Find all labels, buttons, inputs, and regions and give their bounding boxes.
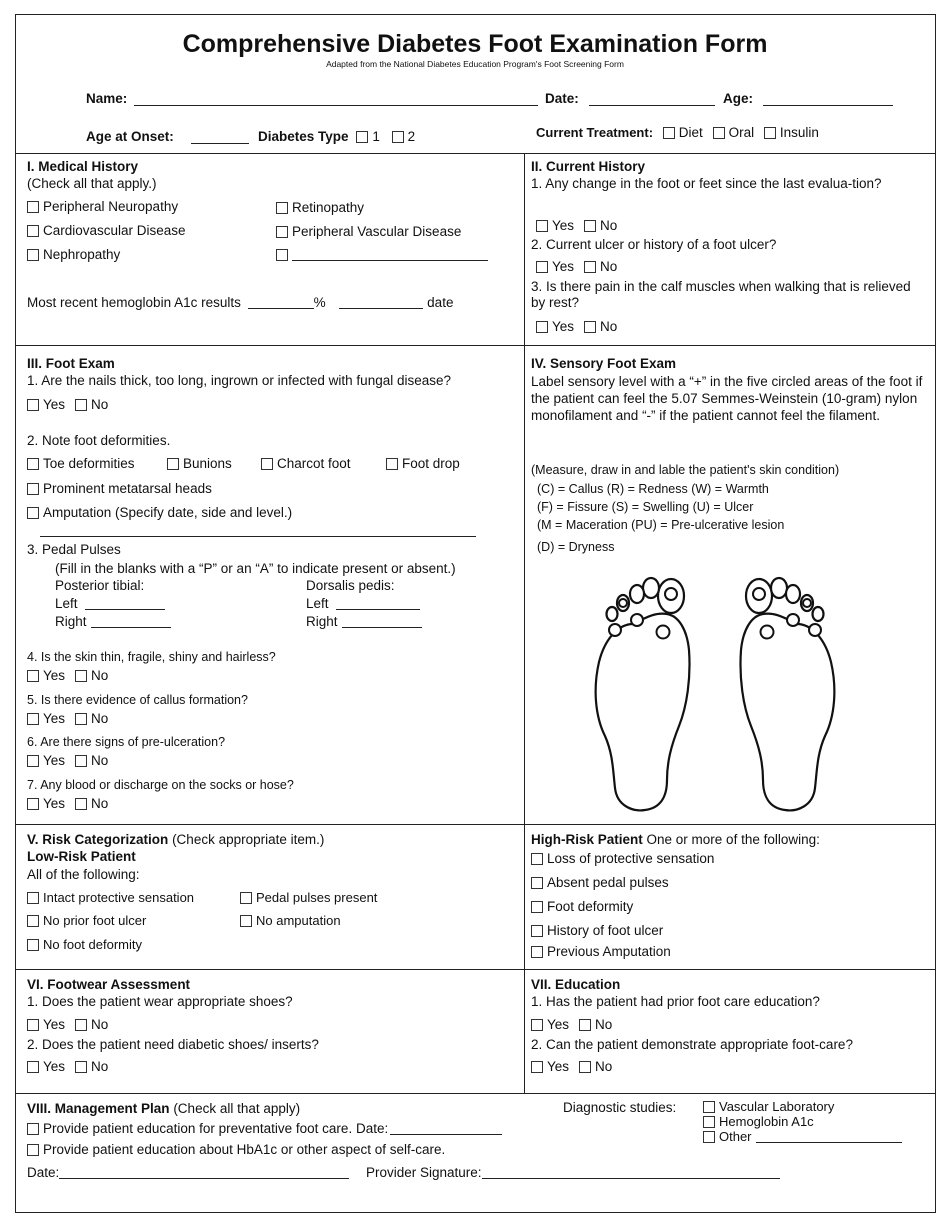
foot-q1-yes-checkbox[interactable] [27, 399, 39, 411]
foot-q5-no-checkbox[interactable] [75, 713, 87, 725]
intact-sensation-checkbox[interactable] [27, 892, 39, 904]
vascular-lab-checkbox[interactable] [703, 1101, 715, 1113]
left-toe-3 [630, 585, 644, 603]
foot-q6-no-checkbox[interactable] [75, 755, 87, 767]
medical-history-title: I. Medical History [27, 159, 139, 174]
no-label: No [91, 668, 109, 683]
sensory-instruction: Label sensory level with a “+” in the five circled areas of the foot if the patient can feel the 5.07 Semmes-Weinstein (10-gram) nylon monofilament and “-” if the patient cannot feel the filament. [531, 374, 923, 423]
metatarsal-label: Prominent metatarsal heads [43, 481, 212, 496]
right-sensory-circle [753, 588, 765, 600]
date-label: Date: [545, 91, 579, 106]
foot-q6-yes-checkbox[interactable] [27, 755, 39, 767]
legend-line: (F) = Fissure (S) = Swelling (U) = Ulcer [537, 500, 754, 514]
type1-label: 1 [372, 129, 380, 144]
legend-line: (D) = Dryness [537, 540, 615, 554]
current-history-title: II. Current History [531, 159, 646, 174]
yes-label: Yes [43, 796, 66, 811]
footwear-q1-yes-checkbox[interactable] [27, 1019, 39, 1031]
pulses-present-checkbox[interactable] [240, 892, 252, 904]
no-label: No [91, 1059, 109, 1074]
no-amputation-label: No amputation [256, 913, 341, 928]
name-label: Name: [86, 91, 128, 106]
toe-deformities-label: Toe deformities [43, 456, 135, 471]
nephropathy-label: Nephropathy [43, 247, 121, 262]
foot-drop-label: Foot drop [402, 456, 460, 471]
foot-q1: 1. Are the nails thick, too long, ingrown or infected with fungal disease? [27, 373, 452, 388]
pulses-instruction: (Fill in the blanks with a “P” or an “A” to indicate present or absent.) [55, 561, 456, 576]
high-risk-note: One or more of the following: [646, 832, 820, 847]
no-amputation-checkbox[interactable] [240, 915, 252, 927]
right-toe-3 [786, 585, 800, 603]
foot-q5: 5. Is there evidence of callus formation? [27, 693, 248, 707]
peripheral-neuropathy-label: Peripheral Neuropathy [43, 199, 179, 214]
risk-title: V. Risk Categorization [27, 832, 169, 847]
other-history-checkbox[interactable] [276, 249, 288, 261]
previous-amputation-label: Previous Amputation [547, 944, 671, 959]
nephropathy-checkbox[interactable] [27, 249, 39, 261]
treatment-label: Current Treatment: [536, 125, 654, 140]
other-history-field[interactable] [292, 248, 488, 261]
right-sensory-circle [787, 614, 799, 626]
right-toe-2 [771, 578, 787, 598]
vascular-lab-label: Vascular Laboratory [719, 1099, 835, 1114]
cardiovascular-label: Cardiovascular Disease [43, 223, 186, 238]
left-toe-2 [643, 578, 659, 598]
amputation-detail-field[interactable] [40, 524, 476, 537]
footwear-q1-no-checkbox[interactable] [75, 1019, 87, 1031]
no-prior-ulcer-checkbox[interactable] [27, 915, 39, 927]
a1c-percent-field[interactable] [248, 296, 314, 309]
type1-checkbox[interactable] [356, 131, 368, 143]
signature-label: Provider Signature: [366, 1165, 482, 1180]
no-deformity-checkbox[interactable] [27, 939, 39, 951]
foot-q7-no-checkbox[interactable] [75, 798, 87, 810]
sensory-title: IV. Sensory Foot Exam [531, 356, 677, 371]
divider [15, 153, 936, 154]
amputation-label: Amputation (Specify date, side and level.) [43, 505, 293, 520]
insulin-label: Insulin [779, 125, 819, 140]
divider [15, 345, 936, 346]
yes-label: Yes [43, 711, 66, 726]
plan-date-field[interactable] [59, 1166, 349, 1179]
foot-deformity-checkbox[interactable] [531, 901, 543, 913]
low-risk-title: Low-Risk Patient [27, 849, 136, 864]
management-title: VIII. Management Plan [27, 1101, 170, 1116]
no-label: No [91, 397, 109, 412]
type2-label: 2 [407, 129, 416, 144]
metatarsal-checkbox[interactable] [27, 483, 39, 495]
left-foot-outline [596, 614, 690, 811]
other-diagnostic-checkbox[interactable] [703, 1131, 715, 1143]
oral-label: Oral [728, 125, 755, 140]
education-q2: 2. Can the patient demonstrate appropriate foot-care? [531, 1037, 853, 1052]
no-label: No [600, 218, 618, 233]
left-sensory-circle [631, 614, 643, 626]
no-deformity-label: No foot deformity [43, 937, 142, 952]
preventative-date-field[interactable] [390, 1122, 502, 1135]
no-label: No [600, 319, 618, 334]
divider [15, 824, 936, 825]
peripheral-neuropathy-checkbox[interactable] [27, 201, 39, 213]
posterior-tibial-label: Posterior tibial: [55, 578, 145, 593]
no-prior-ulcer-label: No prior foot ulcer [43, 913, 147, 928]
ulcer-history-checkbox[interactable] [531, 925, 543, 937]
no-label: No [91, 753, 109, 768]
onset-field[interactable] [191, 129, 249, 144]
risk-note: (Check appropriate item.) [172, 832, 325, 847]
yes-label: Yes [552, 319, 575, 334]
absent-pulses-checkbox[interactable] [531, 877, 543, 889]
cardiovascular-checkbox[interactable] [27, 225, 39, 237]
foot-q7: 7. Any blood or discharge on the socks or hose? [27, 778, 294, 792]
skin-measure-note: (Measure, draw in and lable the patient's skin condition) [531, 463, 840, 477]
preventative-education-checkbox[interactable] [27, 1123, 39, 1135]
preventative-education-label: Provide patient education for preventative foot care. Date: [43, 1121, 389, 1136]
foot-q4-yes-checkbox[interactable] [27, 670, 39, 682]
footwear-title: VI. Footwear Assessment [27, 977, 191, 992]
a1c-percent-sign: % [313, 295, 326, 310]
left-sensory-circle [619, 599, 627, 607]
oral-checkbox[interactable] [713, 127, 725, 139]
yes-label: Yes [43, 668, 66, 683]
right-toe-5 [813, 607, 824, 621]
footwear-q1: 1. Does the patient wear appropriate shoes? [27, 994, 293, 1009]
no-label: No [91, 796, 109, 811]
plan-date-label: Date: [27, 1165, 60, 1180]
toe-deformities-checkbox[interactable] [27, 458, 39, 470]
education-q2-no-checkbox[interactable] [579, 1061, 591, 1073]
right-label: Right [306, 614, 338, 629]
form-subtitle: Adapted from the National Diabetes Education Program's Foot Screening Form [326, 59, 624, 69]
right-sensory-circle [809, 624, 821, 636]
hba1c-education-checkbox[interactable] [27, 1144, 39, 1156]
no-label: No [595, 1017, 613, 1032]
right-foot-outline [740, 614, 834, 811]
a1c-row [27, 295, 453, 310]
left-sensory-circle [665, 588, 677, 600]
foot-diagram [575, 566, 855, 816]
current-q1-no-checkbox[interactable] [584, 220, 596, 232]
current-q3: 3. Is there pain in the calf muscles when walking that is relieved by rest? [531, 279, 911, 310]
no-label: No [91, 1017, 109, 1032]
current-q2-no-checkbox[interactable] [584, 261, 596, 273]
no-label: No [91, 711, 109, 726]
a1c-date-label: date [427, 295, 454, 310]
yes-label: Yes [547, 1059, 570, 1074]
hba1c-education-label: Provide patient education about HbA1c or other aspect of self-care. [43, 1142, 446, 1157]
medical-history-instruction: (Check all that apply.) [27, 176, 157, 191]
dorsalis-right-field[interactable] [342, 615, 422, 628]
a1c-label: Most recent hemoglobin A1c results [27, 295, 241, 310]
insulin-checkbox[interactable] [764, 127, 776, 139]
hemoglobin-a1c-label: Hemoglobin A1c [719, 1114, 814, 1129]
foot-drop-checkbox[interactable] [386, 458, 398, 470]
current-q2: 2. Current ulcer or history of a foot ulcer? [531, 237, 777, 252]
absent-pulses-label: Absent pedal pulses [547, 875, 669, 890]
age-field[interactable] [763, 91, 893, 106]
current-q3-no-checkbox[interactable] [584, 321, 596, 333]
yes-label: Yes [552, 218, 575, 233]
divider [15, 969, 936, 970]
education-q1-no-checkbox[interactable] [579, 1019, 591, 1031]
yes-label: Yes [547, 1017, 570, 1032]
onset-label: Age at Onset: [86, 129, 174, 144]
ulcer-history-label: History of foot ulcer [547, 923, 664, 938]
legend-line: (M = Maceration (PU) = Pre-ulcerative lesion [537, 518, 785, 532]
current-q3-yes-checkbox[interactable] [536, 321, 548, 333]
previous-amputation-checkbox[interactable] [531, 946, 543, 958]
current-q2-yes-checkbox[interactable] [536, 261, 548, 273]
foot-q2: 2. Note foot deformities. [27, 433, 171, 448]
diabetes-type-label: Diabetes Type [258, 129, 349, 144]
left-sensory-circle [609, 624, 621, 636]
diagnostic-label: Diagnostic studies: [563, 1100, 677, 1115]
signature-field[interactable] [482, 1166, 780, 1179]
dorsalis-left-field[interactable] [336, 597, 420, 610]
other-diagnostic-label: Other [719, 1129, 752, 1144]
loss-sensation-label: Loss of protective sensation [547, 851, 715, 866]
management-note: (Check all that apply) [173, 1101, 301, 1116]
loss-sensation-checkbox[interactable] [531, 853, 543, 865]
charcot-label: Charcot foot [277, 456, 351, 471]
right-sensory-circle [803, 599, 811, 607]
high-risk-title: High-Risk Patient [531, 832, 643, 847]
yes-label: Yes [43, 753, 66, 768]
bunions-label: Bunions [183, 456, 232, 471]
diet-label: Diet [678, 125, 703, 140]
yes-label: Yes [43, 1017, 66, 1032]
foot-q4: 4. Is the skin thin, fragile, shiny and hairless? [27, 650, 276, 664]
footwear-q2: 2. Does the patient need diabetic shoes/ inserts? [27, 1037, 319, 1052]
foot-q3: 3. Pedal Pulses [27, 542, 121, 557]
other-diagnostic-field[interactable] [756, 1131, 902, 1143]
retinopathy-checkbox[interactable] [276, 202, 288, 214]
no-label: No [595, 1059, 613, 1074]
posterior-right-field[interactable] [91, 615, 171, 628]
dorsalis-pedis-label: Dorsalis pedis: [306, 578, 395, 593]
diet-checkbox[interactable] [663, 127, 675, 139]
intact-sensation-label: Intact protective sensation [43, 890, 195, 905]
retinopathy-label: Retinopathy [292, 200, 365, 215]
treatment-group [536, 125, 819, 140]
type2-checkbox[interactable] [392, 131, 404, 143]
amputation-checkbox[interactable] [27, 507, 39, 519]
yes-label: Yes [552, 259, 575, 274]
foot-deformity-label: Foot deformity [547, 899, 634, 914]
education-q1: 1. Has the patient had prior foot care education? [531, 994, 820, 1009]
left-toe-5 [607, 607, 618, 621]
name-field[interactable] [134, 91, 538, 106]
current-q1-yes-checkbox[interactable] [536, 220, 548, 232]
age-label: Age: [723, 91, 753, 106]
foot-q5-yes-checkbox[interactable] [27, 713, 39, 725]
foot-q6: 6. Are there signs of pre-ulceration? [27, 735, 226, 749]
posterior-left-field[interactable] [85, 597, 165, 610]
bunions-checkbox[interactable] [167, 458, 179, 470]
left-label: Left [306, 596, 329, 611]
foot-q4-no-checkbox[interactable] [75, 670, 87, 682]
foot-exam-title: III. Foot Exam [27, 356, 115, 371]
date-field[interactable] [589, 91, 715, 106]
left-sensory-circle [657, 626, 670, 639]
footwear-q2-no-checkbox[interactable] [75, 1061, 87, 1073]
yes-label: Yes [43, 1059, 66, 1074]
a1c-date-field[interactable] [339, 296, 423, 309]
education-title: VII. Education [531, 977, 621, 992]
legend-line: (C) = Callus (R) = Redness (W) = Warmth [537, 482, 769, 496]
pulses-present-label: Pedal pulses present [256, 890, 378, 905]
yes-label: Yes [43, 397, 66, 412]
diabetes-type-group [258, 129, 415, 144]
pvd-label: Peripheral Vascular Disease [292, 224, 462, 239]
hemoglobin-a1c-checkbox[interactable] [703, 1116, 715, 1128]
left-label: Left [55, 596, 78, 611]
column-divider [524, 153, 525, 1093]
education-q2-yes-checkbox[interactable] [531, 1061, 543, 1073]
divider [15, 1093, 936, 1094]
foot-q7-yes-checkbox[interactable] [27, 798, 39, 810]
foot-q1-no-checkbox[interactable] [75, 399, 87, 411]
charcot-checkbox[interactable] [261, 458, 273, 470]
right-sensory-circle [761, 626, 774, 639]
right-label: Right [55, 614, 87, 629]
footwear-q2-yes-checkbox[interactable] [27, 1061, 39, 1073]
no-label: No [600, 259, 618, 274]
pvd-checkbox[interactable] [276, 226, 288, 238]
current-q1: 1. Any change in the foot or feet since the last evalua-tion? [531, 176, 882, 191]
form-title: Comprehensive Diabetes Foot Examination Form [182, 30, 768, 58]
low-risk-note: All of the following: [27, 867, 140, 882]
education-q1-yes-checkbox[interactable] [531, 1019, 543, 1031]
